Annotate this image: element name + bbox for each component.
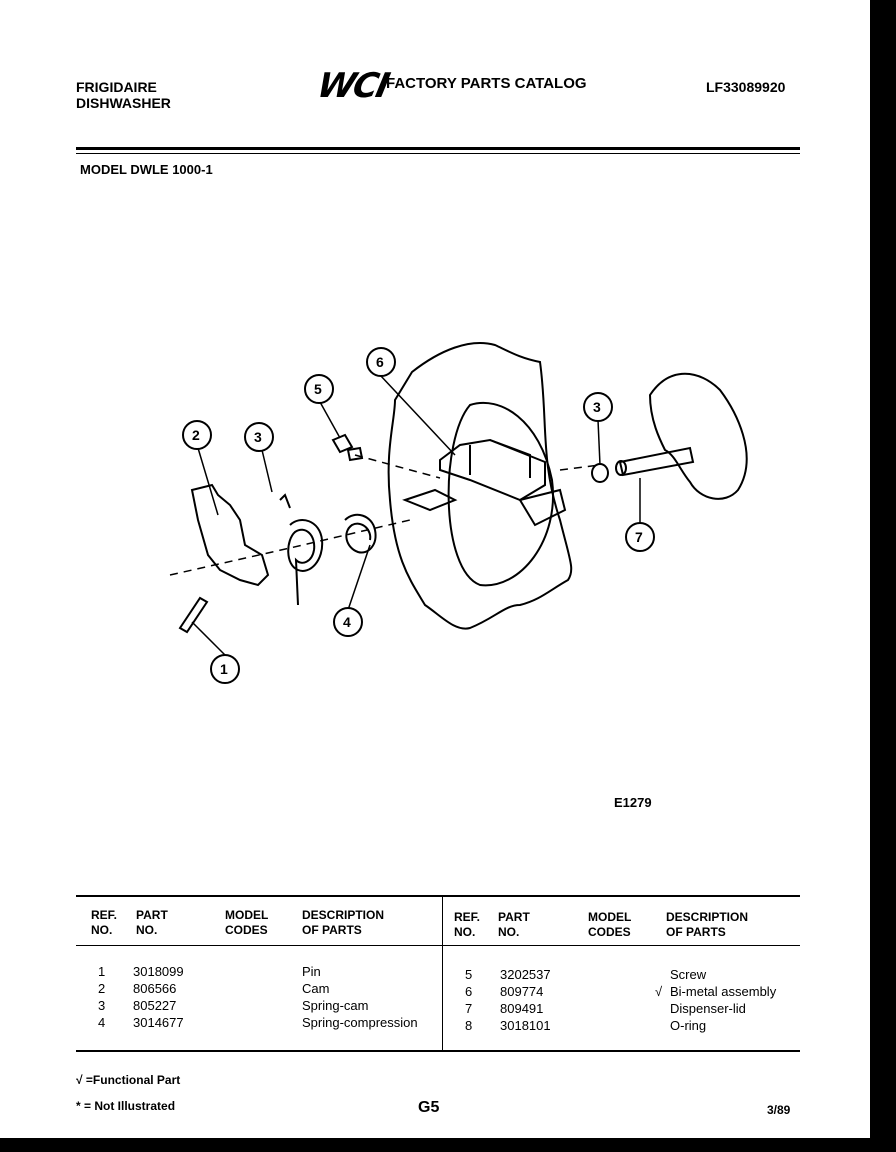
header-desc-left-2: OF PARTS [302,923,362,937]
not-illustrated-legend: * = Not Illustrated [76,1099,176,1113]
svg-text:7: 7 [635,529,643,545]
header-model-left-2: CODES [225,923,268,937]
table-rule-bottom [76,1050,800,1052]
callout-6 [367,348,395,376]
table-row-ref: 2 [98,981,106,996]
table-row-ref: 6 [465,984,473,999]
svg-text:5: 5 [314,381,322,397]
table-row-desc: Dispenser-lid [670,1001,746,1016]
header-model-left-1: MODEL [225,908,269,922]
header-ref-left-2: NO. [91,923,113,937]
revision-date: 3/89 [767,1103,791,1117]
functional-part-mark [655,1017,662,1034]
functional-part-legend: √ =Functional Part [76,1073,181,1087]
svg-text:3: 3 [593,399,601,415]
table-row-part: 805227 [133,998,177,1013]
right-mark-column [655,966,662,1034]
catalog-title: FACTORY PARTS CATALOG [386,75,587,92]
right-desc-column [670,966,776,1034]
table-row-ref: 3 [98,998,106,1013]
left-desc-column [302,963,418,1031]
header-ref-right-1: REF. [454,910,481,924]
table-row-ref: 1 [98,964,106,979]
header-model-right-1: MODEL [588,910,632,924]
table-row-ref: 5 [465,967,473,982]
page-code: G5 [418,1099,440,1116]
table-row-part: 3018099 [133,964,184,979]
header-part-right-2: NO. [498,925,520,939]
header-part-right-1: PART [498,910,530,924]
functional-part-mark: √ [655,984,663,999]
functional-part-mark [655,1000,662,1017]
wci-logo: WCI [313,66,392,106]
svg-text:1: 1 [220,661,228,677]
table-row-part: 809491 [500,1001,544,1016]
callout-5 [305,375,333,403]
callout-7 [626,523,654,551]
header-ref-left-1: REF. [91,908,118,922]
functional-part-mark [655,966,662,983]
table-row-part: 806566 [133,981,177,996]
table-row-ref: 7 [465,1001,473,1016]
header-ref-right-2: NO. [454,925,476,939]
header-desc-right-1: DESCRIPTION [666,910,749,924]
header-model-right-2: CODES [588,925,631,939]
right-part-column [500,966,551,1034]
table-row-part: 3018101 [500,1018,551,1033]
callout-3-left [245,423,273,451]
table-row-ref: 4 [98,1015,106,1030]
svg-text:4: 4 [343,614,351,630]
table-row-desc: Spring-cam [302,998,369,1013]
table-row-part: 809774 [500,984,544,999]
figure-code: E1279 [614,795,652,810]
table-divider [442,897,443,1050]
header-desc-left-1: DESCRIPTION [302,908,385,922]
header-part-left-1: PART [136,908,168,922]
left-part-column [133,963,184,1031]
callout-4 [334,608,362,636]
table-rule-top [76,895,800,897]
brand-name: FRIGIDAIRE [76,79,157,95]
table-row-part: 3202537 [500,967,551,982]
callout-1 [211,655,239,683]
svg-text:3: 3 [254,429,262,445]
table-rule-header [76,945,800,946]
header-part-left-2: NO. [136,923,158,937]
left-ref-column [98,963,105,1031]
table-row-desc: Pin [302,964,321,979]
table-row-desc: Cam [302,981,330,996]
model-label: MODEL DWLE 1000-1 [80,162,213,177]
catalog-number: LF33089920 [706,79,786,95]
table-row-desc: O-ring [670,1018,707,1033]
right-ref-column [465,966,472,1034]
callout-2 [183,421,211,449]
table-row-part: 3014677 [133,1015,184,1030]
table-row-desc: Spring-compression [302,1015,418,1030]
callout-3-right [584,393,612,421]
header-desc-right-2: OF PARTS [666,925,726,939]
product-type: DISHWASHER [76,95,171,111]
table-row-desc: Screw [670,967,707,982]
svg-text:6: 6 [376,354,384,370]
table-row-ref: 8 [465,1018,473,1033]
table-row-desc: Bi-metal assembly [670,984,777,999]
svg-text:2: 2 [192,427,200,443]
